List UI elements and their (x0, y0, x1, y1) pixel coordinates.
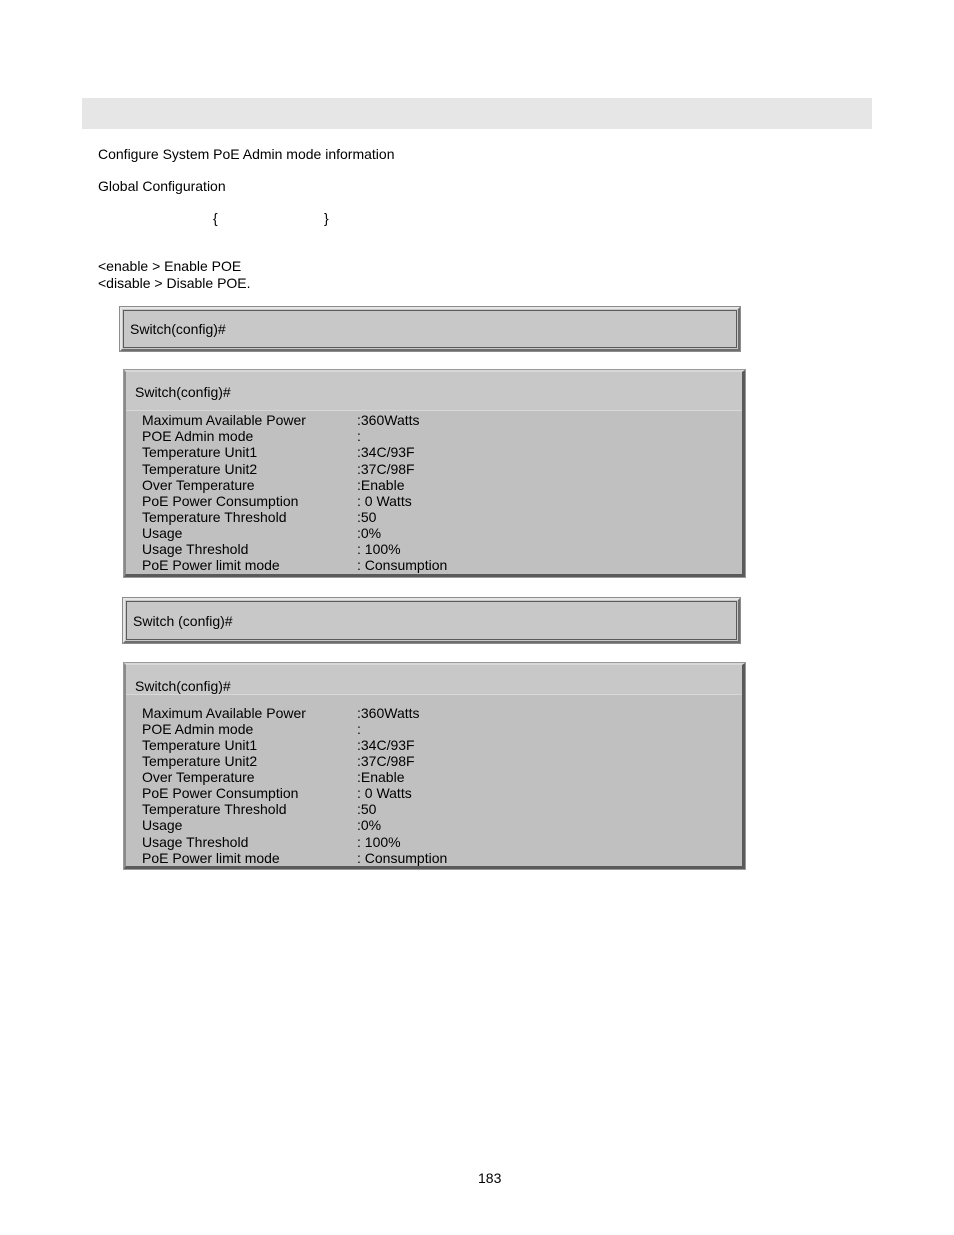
parameter-enable: <enable > Enable POE (98, 258, 242, 274)
description-text: Configure System PoE Admin mode information (98, 146, 395, 162)
output-box-1: Switch(config)# Maximum Available Power :360Watts POE Admin mode : Temperature Unit1 :34C/93F Temperature Unit2 :37C/98F Over Temperature :Enable PoE Power Consumption : 0 Watts Temperature Threshold :50 Usage :0% Usage Threshold : 100% PoE Power limit mode : Consumption (124, 370, 745, 577)
section-header-bar (82, 98, 872, 129)
output-prompt-row-1 (126, 372, 742, 411)
example-prompt-2: Switch (config)# (133, 613, 233, 629)
parameter-disable: <disable > Disable POE. (98, 275, 251, 291)
example-prompt-1: Switch(config)# (130, 321, 226, 337)
mode-text: Global Configuration (98, 178, 226, 194)
syntax-open-brace: { (213, 210, 218, 226)
output-prompt-row-2 (126, 665, 742, 695)
example-command-box-1 (120, 307, 740, 351)
output-box-2: Switch(config)# Maximum Available Power :360Watts POE Admin mode : Temperature Unit1 :34C/93F Temperature Unit2 :37C/98F Over Temperature :Enable PoE Power Consumption : 0 Watts Temperature Threshold :50 Usage :0% Usage Threshold : 100% PoE Power limit mode : Consumption (124, 663, 745, 869)
syntax-close-brace: } (324, 210, 329, 226)
page-number: 183 (478, 1170, 502, 1186)
output-prompt-2: Switch(config)# (135, 678, 231, 694)
example-command-box-2 (123, 598, 740, 643)
output-prompt-1: Switch(config)# (135, 384, 231, 400)
